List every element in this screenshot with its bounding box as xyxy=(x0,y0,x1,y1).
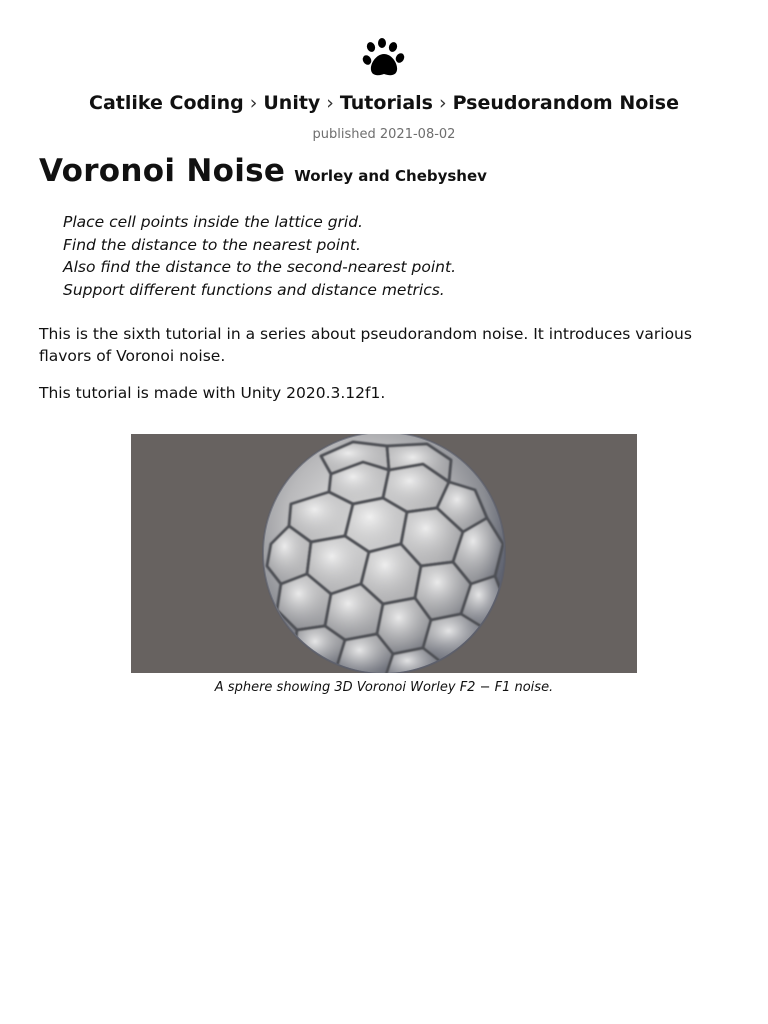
goal-item: Also find the distance to the second-nearest point. xyxy=(63,258,456,277)
breadcrumb-link-catlike-coding[interactable]: Catlike Coding xyxy=(89,92,244,114)
breadcrumb-link-pseudorandom-noise[interactable]: Pseudorandom Noise xyxy=(452,92,679,114)
title-row xyxy=(39,153,487,189)
intro-paragraph: This is the sixth tutorial in a series about pseudorandom noise. It introduces various flavors of Voronoi noise. xyxy=(39,325,692,365)
paw-print-icon[interactable] xyxy=(362,38,406,80)
page-title: Voronoi Noise xyxy=(39,153,286,189)
breadcrumb-link-tutorials[interactable]: Tutorials xyxy=(339,92,433,114)
goal-item: Find the distance to the nearest point. xyxy=(63,235,361,254)
figure-caption: A sphere showing 3D Voronoi Worley F2 − F1 noise. xyxy=(214,680,554,695)
goal-item: Support different functions and distance metrics. xyxy=(63,281,445,300)
page-subtitle: Worley and Chebyshev xyxy=(294,167,487,185)
voronoi-sphere-graphic xyxy=(131,434,637,673)
goal-item: Place cell points inside the lattice grid. xyxy=(63,213,363,231)
version-paragraph: This tutorial is made with Unity 2020.3.12f1. xyxy=(39,384,386,402)
breadcrumb-separator: › xyxy=(326,92,334,114)
published-date: published 2021-08-02 xyxy=(312,127,456,142)
voronoi-sphere-image[interactable] xyxy=(131,434,637,673)
goals-list xyxy=(63,211,456,302)
breadcrumb xyxy=(0,92,768,114)
breadcrumb-link-unity[interactable]: Unity xyxy=(263,92,321,114)
breadcrumb-separator: › xyxy=(249,92,258,114)
breadcrumb-separator: › xyxy=(438,92,447,114)
